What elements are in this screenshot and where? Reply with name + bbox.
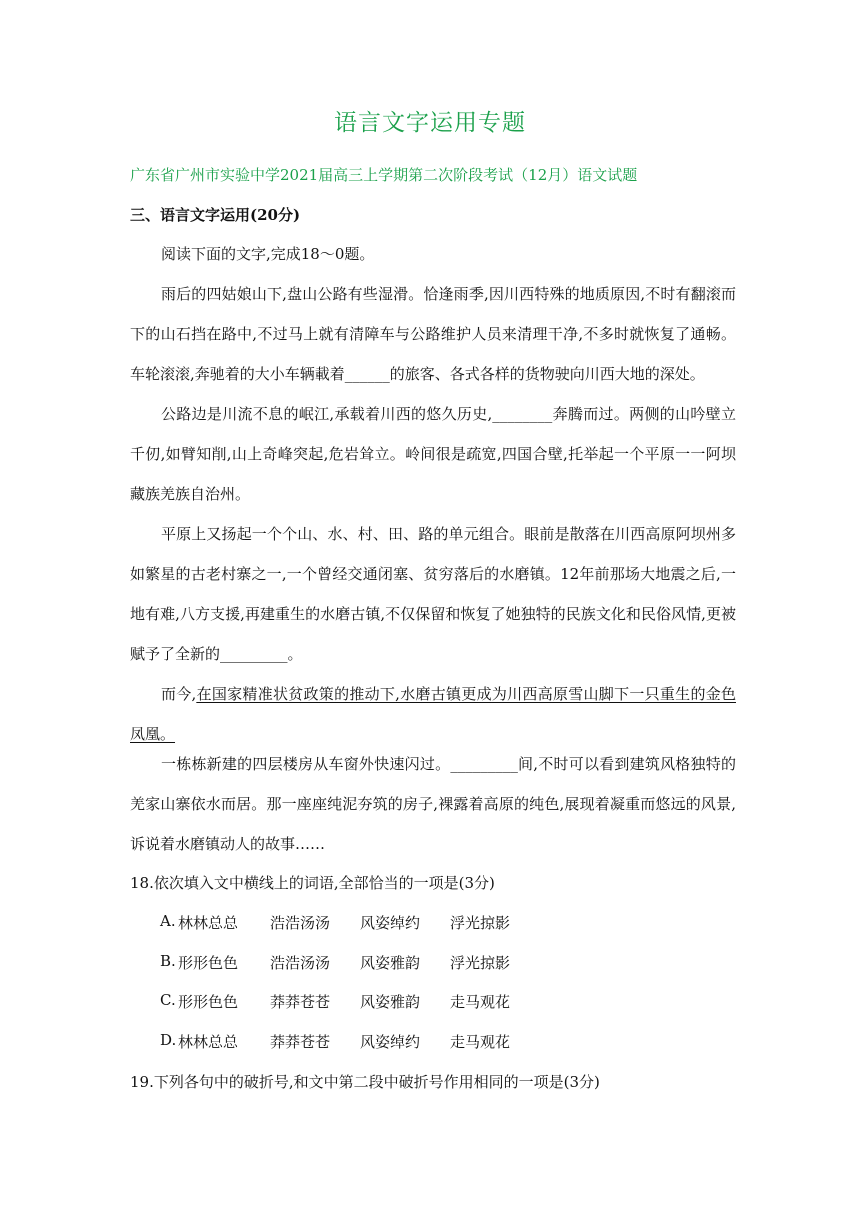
option-word-2: 浩浩汤汤 (270, 914, 331, 932)
document-title: 语言文字运用专题 (334, 110, 526, 136)
option-word-1: 形形色色 (178, 954, 239, 972)
option-word-2: 莽莽苍苍 (270, 1033, 331, 1051)
option-word-4: 浮光掠影 (450, 954, 511, 972)
option-word-1: 形形色色 (178, 993, 239, 1011)
option-word-4: 走马观花 (450, 1033, 511, 1051)
option-b (160, 952, 540, 973)
option-letter: D. (160, 1031, 177, 1049)
option-letter: B. (160, 952, 176, 970)
paragraph-4-prefix: 而今, (161, 685, 197, 703)
option-c (160, 991, 540, 1012)
option-word-2: 浩浩汤汤 (270, 954, 331, 972)
option-word-4: 走马观花 (450, 993, 511, 1011)
passage-paragraph-4 (130, 674, 736, 754)
option-word-3: 风姿雅韵 (360, 954, 421, 972)
underlined-sentence: 在国家精准状贫政策的推动下,水磨古镇更成为川西高原雪山脚下一只重生的金色凤凰。 (130, 685, 736, 743)
option-word-1: 林林总总 (178, 1033, 239, 1051)
option-word-3: 风姿绰约 (360, 914, 421, 932)
question-18: 18.依次填入文中横线上的词语,全部恰当的一项是(3分) (130, 874, 495, 892)
option-word-1: 林林总总 (178, 914, 239, 932)
reading-instruction: 阅读下面的文字,完成18～0题。 (161, 245, 375, 263)
section-heading: 三、语言文字运用(20分) (130, 206, 301, 224)
option-a (160, 912, 540, 933)
passage-paragraph-1: 雨后的四姑娘山下,盘山公路有些湿滑。恰逢雨季,因川西特殊的地质原因,不时有翻滚而下的山石挡在路中,不过马上就有清障车与公路维护人员来清理干净,不多时就恢复了通畅。车轮滚滚,奔驰着的大小车辆載着______的旅客、各式各样的货物驶向川西大地的深处。 (130, 285, 736, 383)
passage-paragraph-2: 公路边是川流不息的岷江,承载着川西的悠久历史,________奔腾而过。两侧的山吟壁立千仞,如臂知削,山上奇峰突起,危岩耸立。岭间很是疏宽,四国合壁,托举起一个平原一一阿坝藏族羌族自治州。 (130, 405, 736, 503)
option-word-3: 风姿雅韵 (360, 993, 421, 1011)
option-word-2: 莽莽苍苍 (270, 993, 331, 1011)
option-word-4: 浮光掠影 (450, 914, 511, 932)
exam-source-line: 广东省广州市实验中学2021届高三上学期第二次阶段考试（12月）语文试题 (130, 166, 638, 184)
option-letter: A. (160, 912, 176, 930)
passage-paragraph-3: 平原上又扬起一个个山、水、村、田、路的单元组合。眼前是散落在川西高原阿坝州多如繁星的古老村寨之一,一个曾经交通闭塞、贫穷落后的水磨镇。12年前那场大地震之后,一地有难,八方支援,再建重生的水磨古镇,不仅保留和恢复了她独特的民族文化和民俗风情,更被赋予了全新的_________。 (130, 525, 736, 663)
option-d (160, 1031, 540, 1052)
question-19: 19.下列各句中的破折号,和文中第二段中破折号作用相同的一项是(3分) (130, 1073, 600, 1091)
passage-paragraph-5: 一栋栋新建的四层楼房从车窗外快速闪过。_________间,不时可以看到建筑风格独特的羌家山寨依水而居。那一座座纯泥夯筑的房子,裸露着高原的纯色,展现着凝重而悠远的风景,诉说着水磨镇动人的故事…… (130, 755, 736, 853)
option-word-3: 风姿绰约 (360, 1033, 421, 1051)
option-letter: C. (160, 991, 176, 1009)
